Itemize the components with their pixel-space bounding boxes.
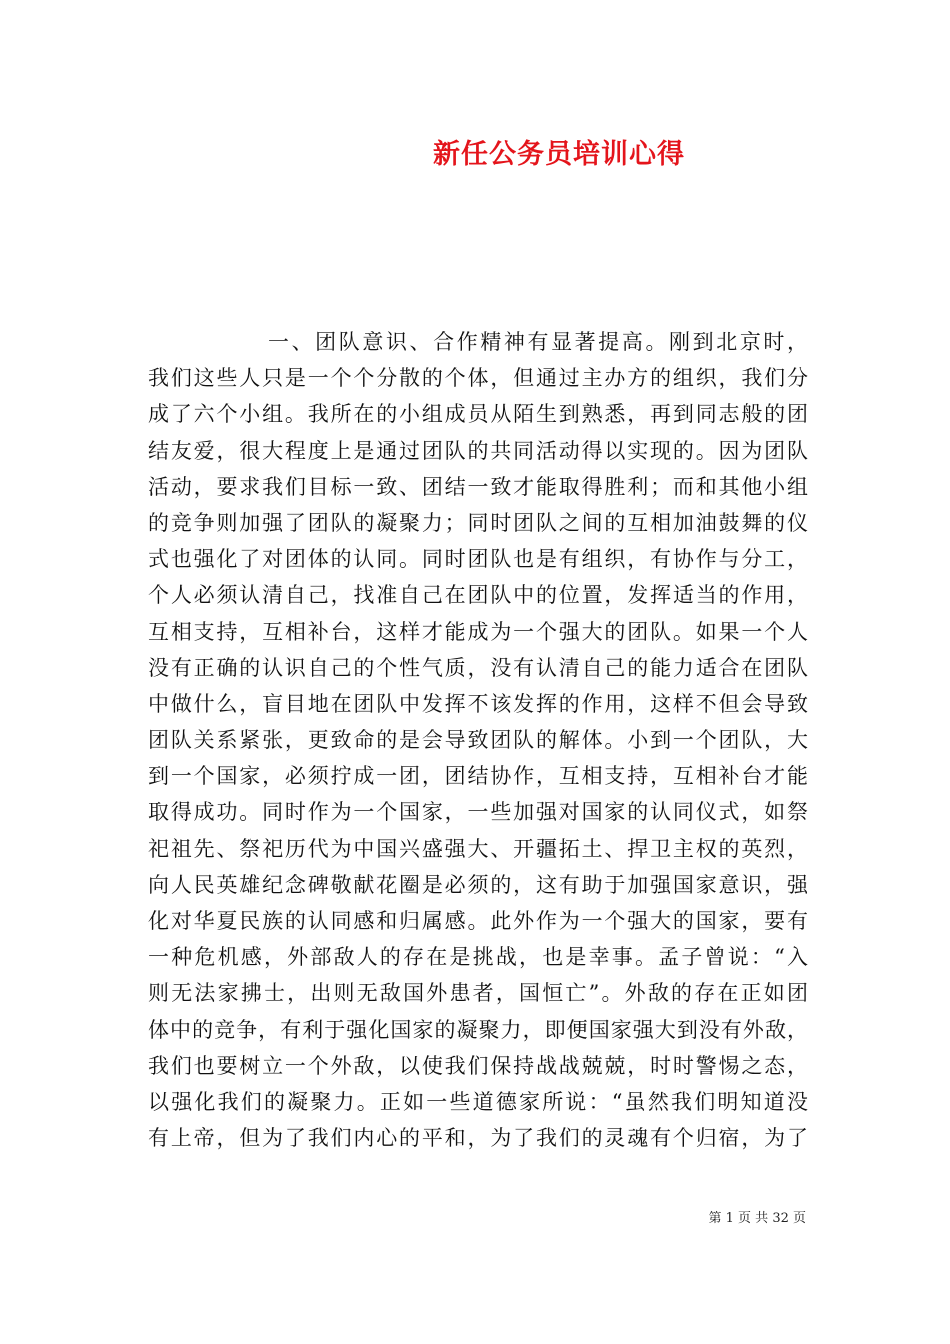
body-line: 的竞争则加强了团队的凝聚力；同时团队之间的互相加油鼓舞的仪 (148, 510, 808, 535)
body-line: 祀祖先、祭祀历代为中国兴盛强大、开疆拓土、捍卫主权的英烈， (148, 836, 808, 861)
body-line: 个人必须认清自己，找准自己在团队中的位置，发挥适当的作用， (148, 583, 808, 608)
body-line: 以强化我们的凝聚力。正如一些道德家所说：“虽然我们明知道没 (148, 1089, 808, 1114)
body-line: 向人民英雄纪念碑敬献花圈是必须的，这有助于加强国家意识，强 (148, 872, 808, 897)
body-line: 我们也要树立一个外敌，以使我们保持战战兢兢，时时警惕之态， (148, 1053, 808, 1078)
body-line: 则无法家拂士，出则无敌国外患者，国恒亡”。外敌的存在正如团 (148, 981, 808, 1006)
body-line: 体中的竞争，有利于强化国家的凝聚力，即便国家强大到没有外敌， (148, 1017, 808, 1042)
body-line: 互相支持，互相补台，这样才能成为一个强大的团队。如果一个人 (148, 619, 808, 644)
body-line: 一种危机感，外部敌人的存在是挑战，也是幸事。孟子曾说：“入 (148, 945, 808, 970)
body-line: 结友爱，很大程度上是通过团队的共同活动得以实现的。因为团队 (148, 438, 808, 463)
body-text (148, 324, 808, 1156)
body-line: 团队关系紧张，更致命的是会导致团队的解体。小到一个团队，大 (148, 728, 808, 753)
body-line: 活动，要求我们目标一致、团结一致才能取得胜利；而和其他小组 (148, 474, 808, 499)
body-line: 到一个国家，必须拧成一团，团结协作，互相支持，互相补台才能 (148, 764, 808, 789)
document-title: 新任公务员培训心得 (433, 139, 685, 170)
body-line: 式也强化了对团体的认同。同时团队也是有组织，有协作与分工， (148, 547, 808, 572)
body-line: 取得成功。同时作为一个国家，一些加强对国家的认同仪式，如祭 (148, 800, 808, 825)
body-line: 一、团队意识、合作精神有显著提高。刚到北京时， (268, 330, 808, 354)
page-number-footer: 第 1 页 共 32 页 (708, 1211, 806, 1226)
body-line: 化对华夏民族的认同感和归属感。此外作为一个强大的国家，要有 (148, 909, 808, 933)
body-line: 我们这些人只是一个个分散的个体，但通过主办方的组织，我们分 (148, 366, 808, 391)
body-line: 没有正确的认识自己的个性气质，没有认清自己的能力适合在团队 (148, 655, 808, 680)
body-line: 有上帝，但为了我们内心的平和，为了我们的灵魂有个归宿，为了 (148, 1126, 808, 1151)
body-line: 中做什么，盲目地在团队中发挥不该发挥的作用，这样不但会导致 (148, 691, 808, 716)
body-line: 成了六个小组。我所在的小组成员从陌生到熟悉，再到同志般的团 (148, 402, 808, 427)
